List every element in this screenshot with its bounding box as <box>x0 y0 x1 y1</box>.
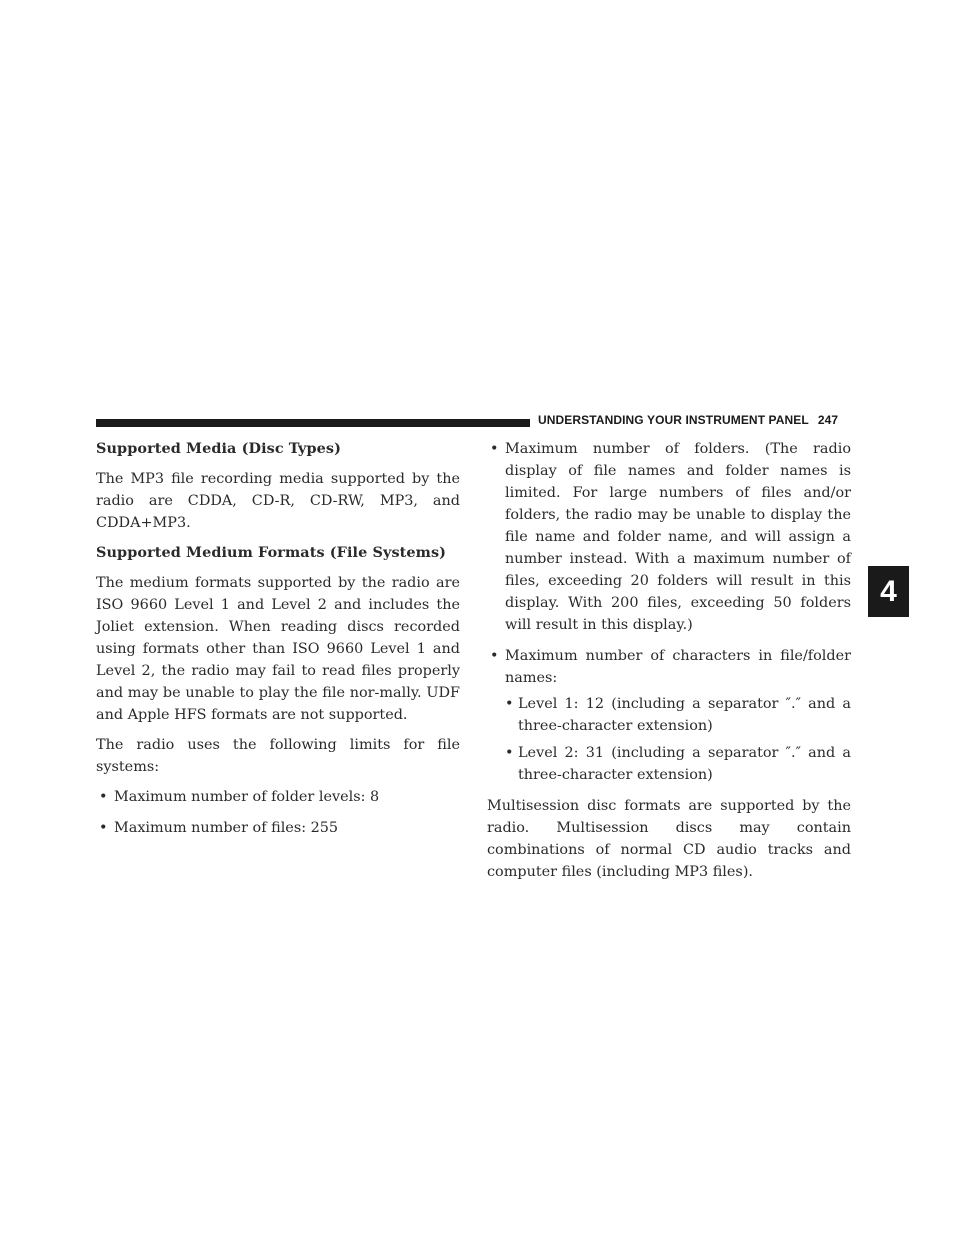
chapter-tab: 4 <box>868 566 909 617</box>
header-rule <box>96 419 530 427</box>
list-item <box>487 645 851 786</box>
running-header <box>538 413 838 427</box>
paragraph-medium-formats: The medium formats supported by the radio are ISO 9660 Level 1 and Level 2 and includes the Joliet extension. When reading discs recorded using formats other than ISO 9660 Level 1 and Level 2, the radio may fail to read files properly and may be unable to play the file nor-mally. UDF and Apple HFS formats are not supported. <box>96 575 460 723</box>
limits-list-continued <box>487 438 851 786</box>
paragraph-multisession: Multisession disc formats are supported by the radio. Multisession discs may contain combinations of normal CD audio tracks and computer files (including MP3 files). <box>487 798 851 880</box>
list-item <box>487 438 851 636</box>
list-item: • Maximum number of folder levels: 8 <box>96 786 460 808</box>
page-number: 247 <box>817 413 839 427</box>
right-column <box>487 438 851 891</box>
list-item: • Maximum number of files: 255 <box>96 817 460 839</box>
left-column <box>96 438 460 848</box>
heading-medium-formats: Supported Medium Formats (File Systems) <box>96 544 447 561</box>
sub-list-item: • Level 2: 31 (including a separator ″.″ and a three-character extension) <box>505 742 851 786</box>
paragraph-supported-media: The MP3 file recording media supported by the radio are CDDA, CD-R, CD-RW, MP3, and CDDA+MP3. <box>96 471 460 531</box>
character-limits-sublist <box>505 693 851 786</box>
heading-supported-media: Supported Media (Disc Types) <box>96 440 342 457</box>
section-title: UNDERSTANDING YOUR INSTRUMENT PANEL <box>538 413 809 427</box>
paragraph-limits-intro: The radio uses the following limits for file systems: <box>96 737 460 775</box>
bullet-max-folders: Maximum number of folders. (The radio display of file names and folder names is limited. For large numbers of files and/or folders, the radio may be unable to display the file name and folder name, and will assign a number instead. With a maximum number of files, exceeding 20 folders will result in this display. With 200 files, exceeding 50 folders will result in this display.) <box>505 441 851 633</box>
limits-list <box>96 786 460 839</box>
sub-list-item: • Level 1: 12 (including a separator ″.″ and a three-character extension) <box>505 693 851 737</box>
bullet-max-characters: Maximum number of characters in file/folder names: <box>505 648 851 686</box>
